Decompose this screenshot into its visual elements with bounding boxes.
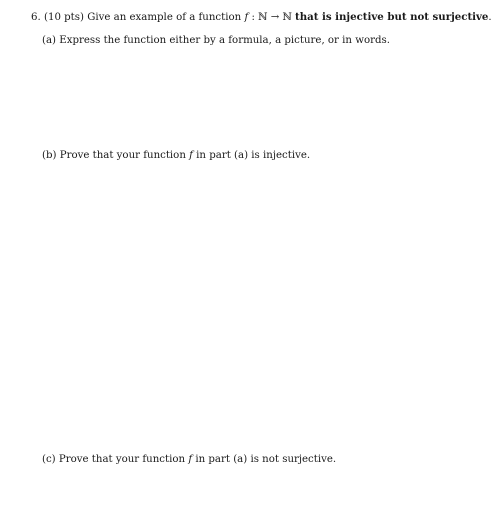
question-end-punct: . <box>488 12 492 23</box>
question-number: 6. <box>31 12 41 23</box>
part-a-label: (a) <box>42 35 57 46</box>
part-b-label: (b) <box>42 150 57 161</box>
function-symbol: f <box>244 12 249 23</box>
part-b-function-symbol: f <box>189 150 193 161</box>
function-mapping: : ℕ → ℕ <box>251 12 292 23</box>
question-points: (10 pts) <box>43 12 84 23</box>
part-b-text-after: in part (a) is injective. <box>196 150 311 161</box>
question-emphasis: that is injective but not surjective <box>295 11 489 23</box>
part-c <box>42 454 336 466</box>
question-prompt: Give an example of a function <box>87 12 242 23</box>
part-c-text-before: Prove that your function <box>58 454 186 465</box>
part-a <box>42 35 390 47</box>
part-b-text-before: Prove that your function <box>59 150 186 161</box>
part-c-function-symbol: f <box>188 454 193 465</box>
part-a-text: Express the function either by a formula, a picture, or in words. <box>59 35 390 46</box>
question-header <box>31 11 492 24</box>
part-c-text-after: in part (a) is not surjective. <box>195 454 337 465</box>
part-b <box>42 150 310 162</box>
part-c-label: (c) <box>42 454 56 465</box>
